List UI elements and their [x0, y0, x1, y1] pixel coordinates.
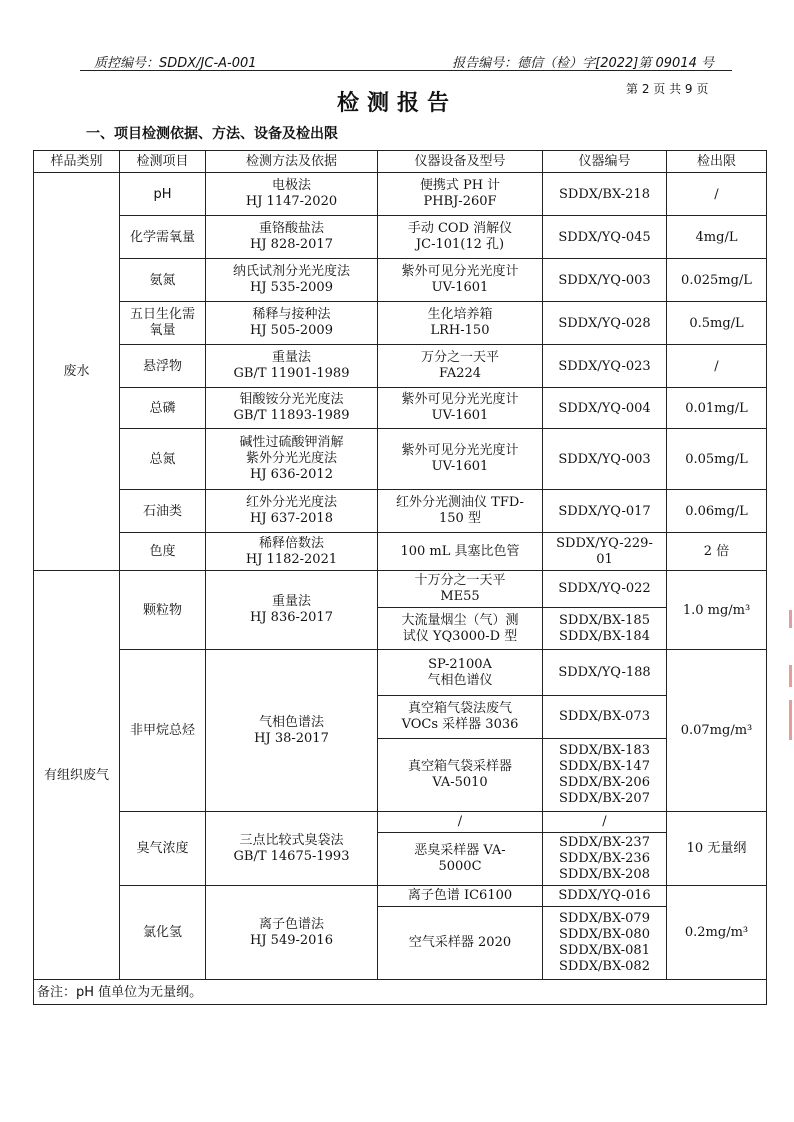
- item-cell: pH: [120, 173, 206, 216]
- instrument-cell-line: 5000C: [438, 859, 482, 874]
- table-row: [34, 980, 767, 1005]
- instrument-cell-line: LRH-150: [430, 323, 490, 338]
- instrument-cell: [378, 490, 543, 533]
- instrument-number-cell-line: SDDX/YQ-229-: [556, 535, 653, 551]
- instrument-number-cell: [543, 696, 667, 739]
- method-cell: [206, 533, 378, 571]
- instrument-cell-line: 空气采样器 2020: [408, 935, 512, 950]
- instrument-number-cell: [543, 886, 667, 907]
- instrument-cell-line: 试仪 YQ3000-D 型: [402, 628, 518, 644]
- instrument-number-cell-line: SDDX/BX-183: [559, 743, 650, 758]
- method-cell: [206, 302, 378, 345]
- instrument-number-cell: SDDX/YQ-028: [543, 302, 667, 345]
- detection-limit-cell: /: [667, 345, 767, 388]
- item-cell-line: 氧量: [149, 323, 176, 338]
- sample-category-cell: 有组织废气: [34, 571, 120, 980]
- table-row: [34, 533, 767, 571]
- instrument-number-cell-line: SDDX/BX-237: [559, 835, 650, 850]
- instrument-number-cell-line: /: [602, 814, 607, 829]
- instrument-number-cell-line: SDDX/BX-185: [559, 612, 650, 628]
- instrument-number-cell: SDDX/YQ-003: [543, 429, 667, 490]
- method-cell-line: HJ 1182-2021: [245, 551, 338, 567]
- page-info: 第 2 页 共 9 页: [626, 82, 709, 96]
- table-header-row: [34, 151, 767, 173]
- item-cell: 化学需氧量: [120, 216, 206, 259]
- report-number: 报告编号：德信（检）字[2022]第 09014 号: [452, 56, 714, 71]
- instrument-cell-line: JC-101(12 孔): [415, 237, 505, 252]
- instrument-number-cell-line: SDDX/YQ-016: [558, 888, 651, 903]
- instrument-number-cell: [543, 833, 667, 886]
- instrument-number-cell: [543, 812, 667, 833]
- item-cell: [120, 302, 206, 345]
- instrument-number-cell: [543, 571, 667, 608]
- instrument-number-cell: SDDX/YQ-023: [543, 345, 667, 388]
- instrument-cell-line: FA224: [438, 366, 482, 381]
- instrument-number-cell-line: SDDX/BX-236: [559, 851, 650, 866]
- detection-limit-cell: /: [667, 173, 767, 216]
- instrument-cell: [378, 907, 543, 980]
- method-cell: [206, 886, 378, 980]
- instrument-cell-line: 紫外可见分光光度计: [401, 264, 519, 279]
- method-cell-line: 重量法: [271, 350, 311, 365]
- instrument-cell: [378, 886, 543, 907]
- method-cell-line: HJ 637-2018: [250, 511, 333, 526]
- instrument-cell: [378, 696, 543, 739]
- instrument-number-cell-line: SDDX/YQ-022: [558, 581, 651, 596]
- instrument-cell-line: 大流量烟尘（气）测: [401, 612, 519, 628]
- detection-limit-cell: 0.05mg/L: [667, 429, 767, 490]
- method-cell-line: 钼酸铵分光光度法: [239, 392, 344, 407]
- method-cell: [206, 216, 378, 259]
- instrument-number-cell: SDDX/YQ-045: [543, 216, 667, 259]
- instrument-number-cell: [543, 533, 667, 571]
- instrument-number-cell-line: SDDX/BX-207: [559, 791, 650, 806]
- instrument-cell-line: 气相色谱仪: [427, 672, 493, 688]
- method-cell-line: HJ 505-2009: [250, 323, 333, 338]
- instrument-cell: [378, 833, 543, 886]
- instrument-number-cell-line: SDDX/BX-081: [559, 943, 650, 958]
- instrument-cell-line: VA-5010: [432, 775, 488, 790]
- scan-mark: [789, 700, 792, 740]
- instrument-cell-line: 红外分光测油仪 TFD-: [396, 495, 524, 510]
- method-cell-line: 碱性过硫酸钾消解: [239, 435, 344, 450]
- scan-mark: [789, 665, 792, 687]
- item-cell: 颗粒物: [120, 571, 206, 650]
- instrument-cell-line: 紫外可见分光光度计: [401, 392, 519, 407]
- method-cell: [206, 490, 378, 533]
- col-header: 仪器设备及型号: [378, 151, 543, 173]
- col-header: 检测项目: [120, 151, 206, 173]
- instrument-cell-line: 手动 COD 消解仪: [407, 221, 513, 236]
- instrument-cell-line: ME55: [440, 589, 480, 604]
- instrument-number-cell: SDDX/YQ-004: [543, 388, 667, 429]
- method-cell-line: 重量法: [271, 594, 311, 609]
- method-cell: [206, 345, 378, 388]
- instrument-number-cell-line: SDDX/BX-080: [559, 927, 650, 942]
- instrument-number-cell-line: 01: [596, 551, 613, 567]
- instrument-cell: [378, 812, 543, 833]
- instrument-cell: [378, 302, 543, 345]
- detection-limit-cell: 0.025mg/L: [667, 259, 767, 302]
- instrument-cell-line: PHBJ-260F: [423, 194, 497, 209]
- method-cell-line: GB/T 14675-1993: [233, 848, 350, 864]
- method-cell-line: 稀释与接种法: [252, 307, 331, 322]
- instrument-number-cell-line: SDDX/YQ-188: [558, 664, 651, 680]
- table-row: [34, 345, 767, 388]
- instrument-cell-line: 150 型: [439, 511, 481, 526]
- instrument-cell-line: /: [457, 814, 463, 829]
- method-cell-line: HJ 828-2017: [250, 237, 333, 252]
- table-row: [34, 302, 767, 345]
- instrument-cell-line: 100 mL 具塞比色管: [400, 543, 520, 559]
- instrument-cell: [378, 345, 543, 388]
- instrument-cell-line: UV-1601: [431, 459, 489, 474]
- instrument-number-cell: SDDX/YQ-003: [543, 259, 667, 302]
- section-title: 一、项目检测依据、方法、设备及检出限: [86, 126, 338, 142]
- instrument-number-cell: SDDX/YQ-017: [543, 490, 667, 533]
- instrument-cell: [378, 173, 543, 216]
- col-header: 仪器编号: [543, 151, 667, 173]
- method-cell: [206, 650, 378, 812]
- table-row: [34, 429, 767, 490]
- instrument-number-cell-line: SDDX/BX-208: [559, 867, 650, 882]
- item-cell: 臭气浓度: [120, 812, 206, 886]
- method-cell: [206, 259, 378, 302]
- col-header: 检测方法及依据: [206, 151, 378, 173]
- instrument-number-cell-line: SDDX/BX-147: [559, 759, 650, 774]
- col-header: 样品类别: [34, 151, 120, 173]
- instrument-cell-line: VOCs 采样器 3036: [401, 717, 519, 732]
- method-cell-line: 纳氏试剂分光光度法: [232, 264, 350, 279]
- method-cell-line: 电极法: [271, 178, 311, 193]
- detection-limit-cell: 2 倍: [667, 533, 767, 571]
- item-cell: 石油类: [120, 490, 206, 533]
- detection-limit-cell: 0.06mg/L: [667, 490, 767, 533]
- method-cell: [206, 388, 378, 429]
- header-rule: [80, 70, 732, 71]
- table-row: [34, 388, 767, 429]
- instrument-number-cell: [543, 650, 667, 696]
- item-cell: 氯化氢: [120, 886, 206, 980]
- method-cell-line: HJ 535-2009: [250, 280, 333, 295]
- table-row: [34, 812, 767, 833]
- item-cell-line: 五日生化需: [129, 307, 195, 322]
- table-row: [34, 650, 767, 696]
- method-cell-line: HJ 549-2016: [250, 932, 333, 948]
- instrument-number-cell: [543, 907, 667, 980]
- method-cell-line: 红外分光光度法: [245, 495, 337, 510]
- instrument-cell-line: 紫外可见分光光度计: [401, 443, 519, 458]
- instrument-cell-line: 恶臭采样器 VA-: [414, 843, 506, 858]
- qc-number: 质控编号：SDDX/JC-A-001: [94, 56, 257, 71]
- instrument-number-cell-line: SDDX/BX-206: [559, 775, 650, 790]
- detection-limit-cell: 0.07mg/m³: [667, 650, 767, 812]
- method-cell-line: 重铬酸盐法: [258, 221, 324, 236]
- instrument-number-cell-line: SDDX/BX-079: [559, 911, 650, 926]
- instrument-cell: [378, 608, 543, 650]
- item-cell: 总氮: [120, 429, 206, 490]
- instrument-number-cell: [543, 608, 667, 650]
- instrument-cell-line: SP-2100A: [428, 656, 492, 672]
- instrument-number-cell: SDDX/BX-218: [543, 173, 667, 216]
- table-note: 备注：pH 值单位为无量纲。: [34, 980, 767, 1005]
- instrument-number-cell-line: SDDX/BX-082: [559, 959, 650, 974]
- method-cell-line: HJ 836-2017: [250, 610, 333, 625]
- item-cell: 色度: [120, 533, 206, 571]
- method-cell-line: 气相色谱法: [258, 714, 324, 730]
- instrument-cell: [378, 259, 543, 302]
- instrument-cell: [378, 533, 543, 571]
- detection-limit-cell: 0.2mg/m³: [667, 886, 767, 980]
- instrument-cell: [378, 429, 543, 490]
- method-cell-line: 稀释倍数法: [258, 535, 324, 551]
- table-row: [34, 173, 767, 216]
- table-row: [34, 216, 767, 259]
- instrument-number-cell: [543, 739, 667, 812]
- instrument-cell-line: 万分之一天平: [420, 350, 499, 365]
- item-cell: 悬浮物: [120, 345, 206, 388]
- detection-limit-cell: 0.01mg/L: [667, 388, 767, 429]
- method-cell: [206, 571, 378, 650]
- method-cell-line: GB/T 11893-1989: [233, 408, 350, 423]
- instrument-cell: [378, 388, 543, 429]
- method-cell-line: HJ 38-2017: [254, 730, 329, 746]
- item-cell: 总磷: [120, 388, 206, 429]
- detection-limit-cell: 0.5mg/L: [667, 302, 767, 345]
- instrument-cell: [378, 650, 543, 696]
- item-cell: 非甲烷总烃: [120, 650, 206, 812]
- method-cell: [206, 812, 378, 886]
- instrument-cell-line: 真空箱气袋法废气: [407, 701, 512, 716]
- col-header: 检出限: [667, 151, 767, 173]
- method-cell: [206, 173, 378, 216]
- item-cell: 氨氮: [120, 259, 206, 302]
- detection-limit-cell: 1.0 mg/m³: [667, 571, 767, 650]
- detection-limit-cell: 4mg/L: [667, 216, 767, 259]
- sample-category-cell: 废水: [34, 173, 120, 571]
- instrument-cell-line: 生化培养箱: [427, 307, 493, 322]
- instrument-cell-line: 离子色谱 IC6100: [407, 888, 513, 903]
- methods-table: [33, 150, 767, 1005]
- method-cell-line: 离子色谱法: [258, 916, 324, 932]
- table-body: [34, 173, 767, 1005]
- table-row: [34, 259, 767, 302]
- method-cell-line: 紫外分光光度法: [245, 451, 337, 466]
- instrument-number-cell-line: SDDX/BX-073: [559, 709, 650, 724]
- scan-mark: [789, 610, 792, 628]
- instrument-cell-line: UV-1601: [431, 280, 489, 295]
- instrument-cell-line: 十万分之一天平: [414, 573, 506, 588]
- method-cell-line: HJ 1147-2020: [245, 194, 338, 209]
- method-cell: [206, 429, 378, 490]
- instrument-cell: [378, 216, 543, 259]
- method-cell-line: GB/T 11901-1989: [233, 366, 350, 381]
- instrument-number-cell-line: SDDX/BX-184: [559, 628, 650, 644]
- detection-limit-cell: 10 无量纲: [667, 812, 767, 886]
- instrument-cell: [378, 571, 543, 608]
- page-title: 检测报告: [336, 91, 457, 116]
- table-row: [34, 571, 767, 608]
- instrument-cell-line: 真空箱气袋采样器: [407, 759, 512, 774]
- table-row: [34, 490, 767, 533]
- method-cell-line: 三点比较式臭袋法: [239, 832, 344, 848]
- instrument-cell-line: 便携式 PH 计: [419, 178, 501, 193]
- method-cell-line: HJ 636-2012: [250, 467, 333, 482]
- instrument-cell-line: UV-1601: [431, 408, 489, 423]
- instrument-cell: [378, 739, 543, 812]
- table-row: [34, 886, 767, 907]
